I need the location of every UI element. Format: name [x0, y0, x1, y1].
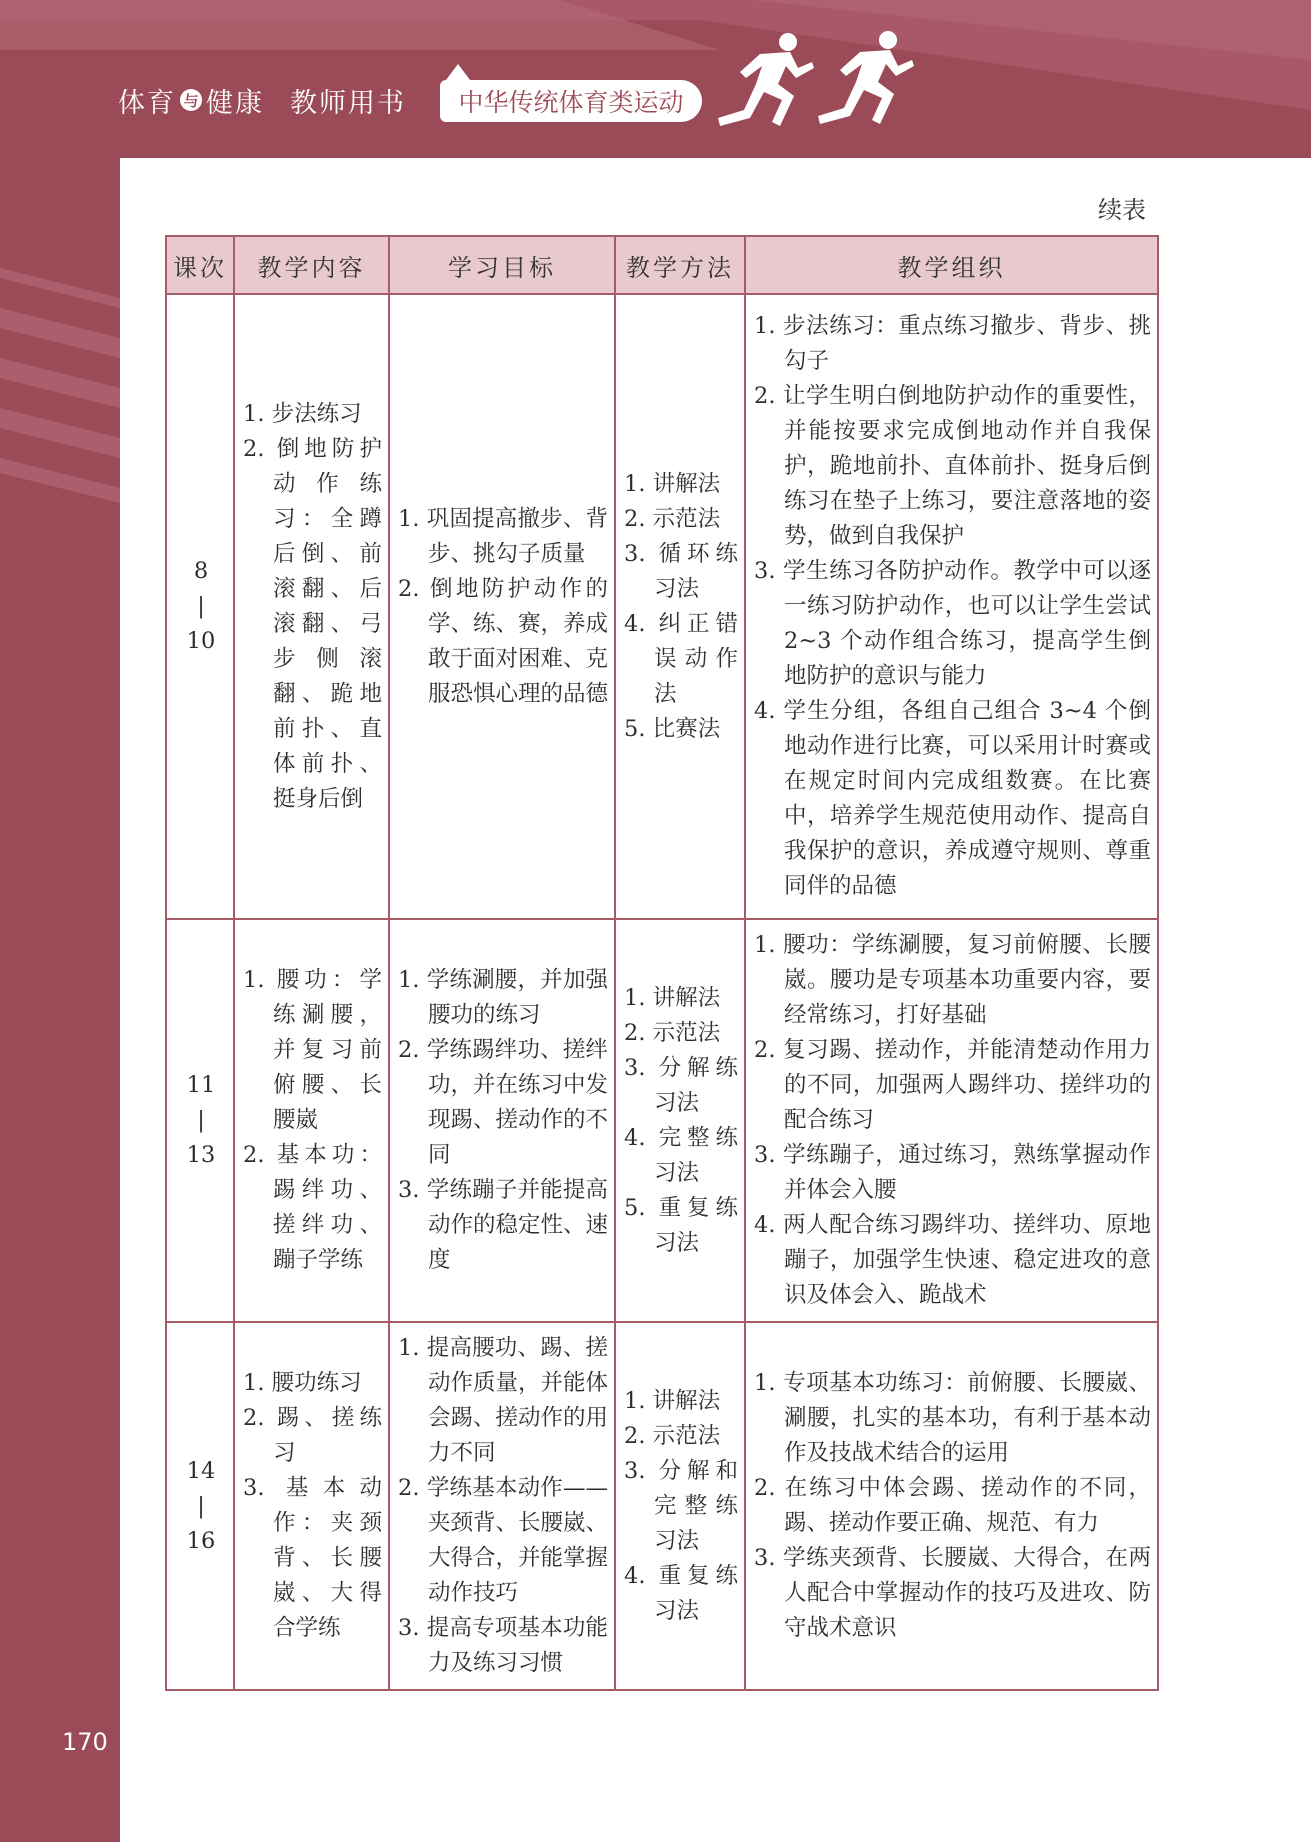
table-row [166, 294, 1158, 919]
organization-cell [745, 919, 1158, 1322]
list-item: 3. 分解和完整练习法 [624, 1457, 738, 1554]
list-item: 2. 示范法 [624, 505, 721, 532]
lesson-plan-table [165, 235, 1159, 1691]
list-item: 3. 学练夹颈背、长腰崴、大得合，在两人配合中掌握动作的技巧及进攻、防守战术意识 [754, 1545, 1151, 1641]
content-cell [234, 919, 389, 1322]
list-item: 1. 提高腰功、踢、搓动作质量，并能体会踢、搓动作的用力不同 [398, 1335, 609, 1466]
list-item: 2. 示范法 [624, 1019, 721, 1046]
list-item: 2. 倒地防护动作练习：全蹲后倒、前滚翻、后滚翻、弓步侧滚翻、跪地前扑、直体前扑、挺身后倒 [243, 435, 382, 812]
list-item: 1. 学练涮腰，并加强腰功的练习 [398, 967, 608, 1028]
book-subtitle: 教师用书 [290, 87, 406, 119]
methods-cell [615, 919, 745, 1322]
lesson-number: 8 | 10 [166, 294, 234, 919]
list-item: 2. 踢、搓练习 [243, 1405, 382, 1466]
list-item: 2. 示范法 [624, 1422, 721, 1449]
list-item: 1. 专项基本功练习：前俯腰、长腰崴、涮腰，扎实的基本功，有利于基本动作及技战术结合的运用 [754, 1370, 1151, 1466]
organization-cell [745, 294, 1158, 919]
list-item: 1. 巩固提高撤步、背步、挑勾子质量 [398, 505, 608, 567]
list-item: 1. 腰功：学练涮腰，复习前俯腰、长腰崴。腰功是专项基本功重要内容，要经常练习，打好基础 [754, 932, 1151, 1028]
lesson-number: 11 | 13 [166, 919, 234, 1322]
list-item: 3. 提高专项基本功能力及练习习惯 [398, 1615, 608, 1676]
list-item: 4. 重复练习法 [624, 1562, 738, 1624]
list-item: 2. 学练基本动作——夹颈背、长腰崴、大得合，并能掌握动作技巧 [398, 1475, 609, 1606]
list-item: 1. 讲解法 [624, 984, 721, 1011]
chapter-tag-notch [446, 64, 470, 80]
list-item: 1. 讲解法 [624, 470, 721, 497]
list-item: 1. 腰功练习 [243, 1370, 362, 1396]
list-item: 5. 重复练习法 [624, 1194, 738, 1256]
table-header-row [166, 236, 1158, 294]
list-item: 3. 学生练习各防护动作。教学中可以逐一练习防护动作，也可以让学生尝试 2~3 个动作组合练习，提高学生倒地防护的意识与能力 [754, 558, 1151, 689]
list-item: 3. 循环练习法 [624, 540, 738, 602]
page-number: 170 [62, 1728, 108, 1756]
list-item: 1. 步法练习 [243, 400, 362, 427]
list-item: 4. 学生分组，各组自己组合 3~4 个倒地动作进行比赛，可以采用计时赛或在规定时间内完成组数赛。在比赛中，培养学生规范使用动作、提高自我保护的意识，养成遵守规则、尊重同伴的品德 [754, 698, 1151, 899]
header-goals: 学习目标 [389, 236, 615, 294]
header-organization: 教学组织 [745, 236, 1158, 294]
list-item: 2. 学练踢绊功、搓绊功，并在练习中发现踢、搓动作的不同 [398, 1037, 609, 1168]
goals-cell [389, 294, 615, 919]
book-title [118, 78, 406, 122]
list-item: 4. 纠正错误动作法 [624, 610, 738, 707]
header-lesson: 课次 [166, 236, 234, 294]
list-item: 3. 基本动作：夹颈背、长腰崴、大得合学练 [243, 1475, 382, 1641]
table-row [166, 1322, 1158, 1690]
methods-cell [615, 1322, 745, 1690]
content-cell [234, 1322, 389, 1690]
book-title-part1: 体育 [118, 87, 176, 119]
list-item: 4. 完整练习法 [624, 1124, 738, 1186]
list-item: 2. 倒地防护动作的学、练、赛，养成敢于面对困难、克服恐惧心理的品德 [398, 575, 609, 707]
goals-cell [389, 1322, 615, 1690]
methods-cell [615, 294, 745, 919]
book-title-part2: 健康 [206, 87, 264, 119]
list-item: 3. 学练蹦子并能提高动作的稳定性、速度 [398, 1177, 609, 1273]
list-item: 2. 复习踢、搓动作，并能清楚动作用力的不同，加强两人踢绊功、搓绊功的配合练习 [754, 1037, 1151, 1133]
list-item: 1. 腰功：学练涮腰，并复习前俯腰、长腰崴 [243, 967, 382, 1133]
header-methods: 教学方法 [615, 236, 745, 294]
continued-label: 续表 [1098, 196, 1146, 224]
list-item: 2. 基本功：踢绊功、搓绊功、蹦子学练 [243, 1142, 382, 1273]
book-title-amp: 与 [180, 89, 202, 111]
runners-icon [700, 22, 930, 142]
lesson-number: 14 | 16 [166, 1322, 234, 1690]
chapter-tag: 中华传统体育类运动 [440, 80, 702, 122]
list-item: 3. 学练蹦子，通过练习，熟练掌握动作并体会入腰 [754, 1142, 1151, 1203]
list-item: 1. 步法练习：重点练习撤步、背步、挑勾子 [754, 313, 1151, 374]
list-item: 2. 让学生明白倒地防护动作的重要性，并能按要求完成倒地动作并自我保护，跪地前扑、直体前扑、挺身后倒练习在垫子上练习，要注意落地的姿势，做到自我保护 [754, 383, 1151, 549]
organization-cell [745, 1322, 1158, 1690]
list-item: 3. 分解练习法 [624, 1054, 738, 1116]
content-cell [234, 294, 389, 919]
left-sidebar [0, 158, 120, 1842]
sidebar-stripes [0, 158, 120, 1842]
list-item: 5. 比赛法 [624, 715, 721, 742]
list-item: 4. 两人配合练习踢绊功、搓绊功、原地蹦子，加强学生快速、稳定进攻的意识及体会入、跪战术 [754, 1212, 1151, 1308]
header-content: 教学内容 [234, 236, 389, 294]
goals-cell [389, 919, 615, 1322]
list-item: 2. 在练习中体会踢、搓动作的不同，踢、搓动作要正确、规范、有力 [754, 1475, 1151, 1536]
table-row [166, 919, 1158, 1322]
list-item: 1. 讲解法 [624, 1387, 721, 1414]
